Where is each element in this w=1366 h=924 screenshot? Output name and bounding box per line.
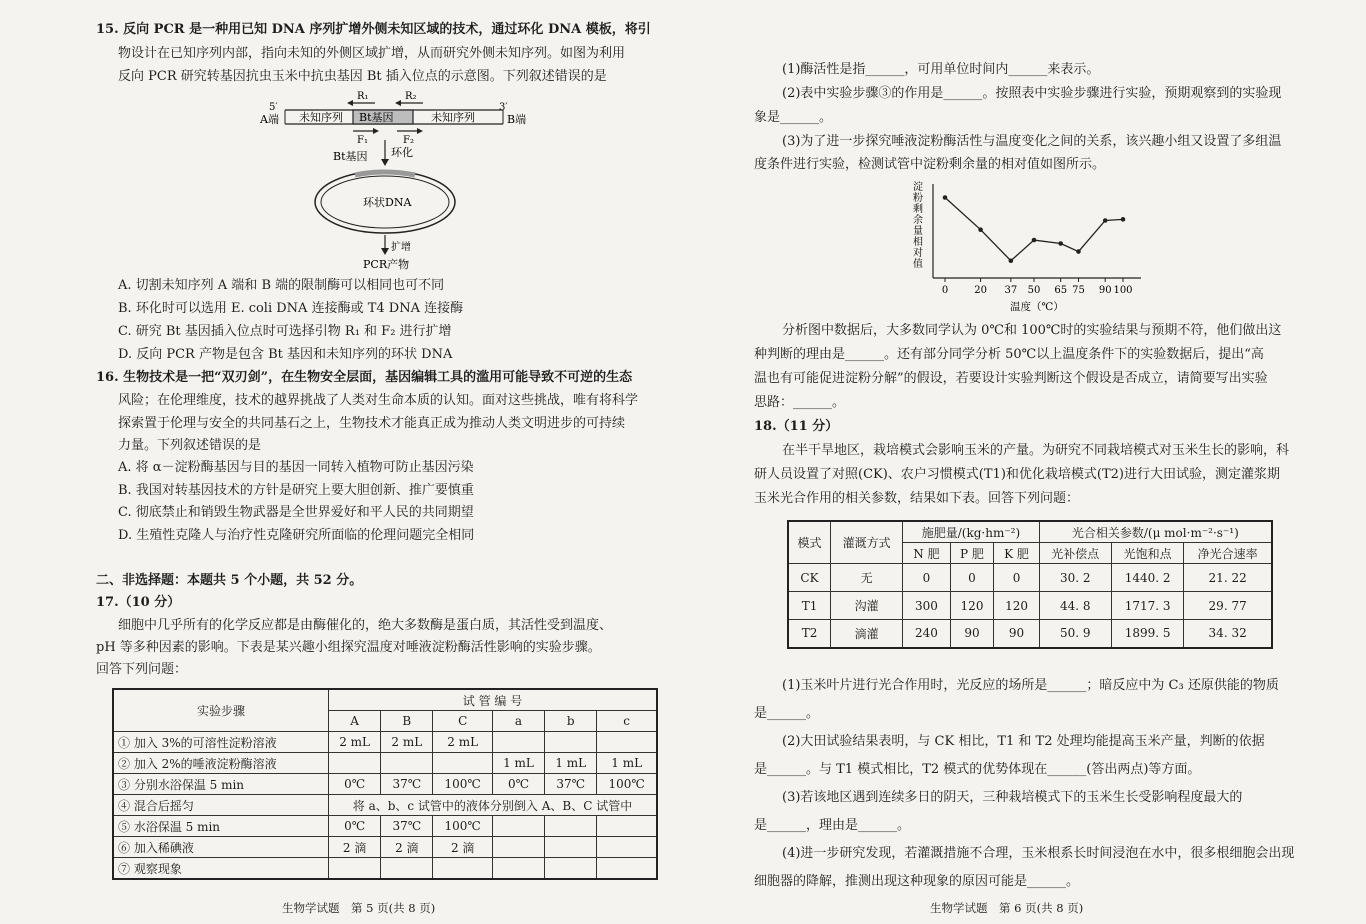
cell: 0℃ <box>329 816 381 837</box>
q18-sub-4: (4)进一步研究发现，若灌溉措施不合理，玉米根系长时间浸泡在水中，很多根细胞会出现 <box>782 846 1295 861</box>
photosynthesis-table <box>787 520 1273 649</box>
data-point <box>943 195 948 200</box>
five-prime-label: 5′ <box>269 102 278 113</box>
x-tick-label: 65 <box>1054 285 1068 296</box>
q16-option-b: B. 我国对转基因技术的方针是研究上要大胆创新、推广要慎重 <box>118 483 474 498</box>
q17-sub-2: (2)表中实验步骤③的作用是______。按照表中实验步骤进行实验，预期观察到的实验现 <box>782 86 1282 101</box>
data-point <box>978 227 983 232</box>
q17-after-2: 种判断的理由是______。还有部分同学分析 50℃以上温度条件下的实验数据后，提出“高 <box>754 347 1264 362</box>
table-row <box>113 732 657 753</box>
cell: 30. 2 <box>1039 564 1111 592</box>
cell <box>597 837 657 858</box>
q16-option-a: A. 将 α－淀粉酶基因与目的基因一同转入植物可防止基因污染 <box>118 460 474 475</box>
cell: 2 滴 <box>433 837 492 858</box>
cell: 100℃ <box>433 774 492 795</box>
k-header: K 肥 <box>994 543 1039 564</box>
cell: 1440. 2 <box>1111 564 1183 592</box>
x-tick-label: 50 <box>1027 285 1041 296</box>
cell: 29. 77 <box>1184 592 1272 620</box>
cell <box>545 858 597 880</box>
step-cell: ④ 混合后摇匀 <box>113 795 329 816</box>
step-cell: ③ 分别水浴保温 5 min <box>113 774 329 795</box>
q18-sub-2b: 是______。与 T1 模式相比，T2 模式的优势体现在______(答出两点)等方面。 <box>754 762 1201 777</box>
table-row <box>788 564 1272 592</box>
circularize-label: 环化 <box>391 146 413 159</box>
y-axis-label: 淀粉剩余量相对值 <box>913 182 923 270</box>
cell: 21. 22 <box>1184 564 1272 592</box>
starch-remaining-chart <box>905 178 1155 316</box>
x-tick-label: 37 <box>1004 285 1018 296</box>
cell <box>545 837 597 858</box>
q18-sub-1b: 是______。 <box>754 706 820 721</box>
cell: 2 mL <box>329 732 381 753</box>
cell <box>433 858 492 880</box>
left-page-footer: 生物学试题 第 5 页(共 8 页) <box>282 901 436 915</box>
mode-header: 模式 <box>788 521 831 564</box>
cell <box>381 753 433 774</box>
cell: 1899. 5 <box>1111 620 1183 648</box>
unknown-seq-left: 未知序列 <box>299 111 343 124</box>
fertilizer-header: 施肥量/(kg·hm⁻²) <box>903 521 1039 543</box>
tube-a-lower: a <box>492 711 544 732</box>
q18-sub-3: (3)若该地区遇到连续多日的阴天，三种栽培模式下的玉米生长受影响程度最大的 <box>782 790 1243 805</box>
cell: 37℃ <box>381 774 433 795</box>
q17-line-1: 细胞中几乎所有的化学反应都是由酶催化的，绝大多数酶是蛋白质，其活性受到温度、 <box>118 618 613 633</box>
table-row <box>788 620 1272 648</box>
table-row <box>788 592 1272 620</box>
experiment-steps-table <box>112 688 658 880</box>
right-page <box>700 0 1366 924</box>
q15-option-d: D. 反向 PCR 产物是包含 Bt 基因和未知序列的环状 DNA <box>118 347 453 362</box>
q17-sub-2b: 象是______。 <box>754 110 833 125</box>
q16-option-d: D. 生殖性克隆人与治疗性克隆研究所面临的伦理问题完全相同 <box>118 528 475 543</box>
q16-line-1: 16. 生物技术是一把“双刃剑”，在生物安全层面，基因编辑工具的滥用可能导致不可逆的生态 <box>96 370 633 385</box>
q17-after-3: 温也有可能促进淀粉分解”的假设，若要设计实验判断这个假设是否成立，请简要写出实验 <box>754 371 1268 386</box>
cell: 2 mL <box>433 732 492 753</box>
cell <box>597 732 657 753</box>
q17-after-4: 思路：______。 <box>754 395 846 410</box>
cell: 44. 8 <box>1039 592 1111 620</box>
q17-sub-1: (1)酶活性是指______，可用单位时间内______来表示。 <box>782 62 1100 77</box>
cell: 100℃ <box>597 774 657 795</box>
cell: 1 mL <box>545 753 597 774</box>
cell <box>492 732 544 753</box>
cell: T1 <box>788 592 831 620</box>
table-row <box>113 816 657 837</box>
net-rate-header: 净光合速率 <box>1184 543 1272 564</box>
q15-line-1: 15. 反向 PCR 是一种用已知 DNA 序列扩增外侧未知区域的技术，通过环化 DNA 模板，将引 <box>96 22 651 37</box>
q18-sub-3b: 是______，理由是______。 <box>754 818 911 833</box>
q15-option-c: C. 研究 Bt 基因插入位点时可选择引物 R₁ 和 F₂ 进行扩增 <box>118 324 452 339</box>
q18-sub-4b: 细胞器的降解，推测出现这种现象的原因可能是______。 <box>754 874 1080 889</box>
q17-line-3: 回答下列问题： <box>96 662 188 677</box>
x-tick-label: 75 <box>1072 285 1085 296</box>
data-point <box>1103 218 1108 223</box>
step-cell: ⑥ 加入稀碘液 <box>113 837 329 858</box>
cell: 2 mL <box>381 732 433 753</box>
cell: 50. 9 <box>1039 620 1111 648</box>
cell <box>597 858 657 880</box>
b-end-label: B端 <box>507 113 527 126</box>
right-page-footer: 生物学试题 第 6 页(共 8 页) <box>930 901 1084 915</box>
cell: 1 mL <box>597 753 657 774</box>
step-cell: ⑦ 观察现象 <box>113 858 329 880</box>
cell: 2 滴 <box>381 837 433 858</box>
lcp-header: 光补偿点 <box>1039 543 1111 564</box>
cell: CK <box>788 564 831 592</box>
primer-f1-label: F₁ <box>357 135 368 146</box>
table-row <box>113 837 657 858</box>
data-point <box>1121 217 1126 222</box>
q18-line-2: 研人员设置了对照(CK)、农户习惯模式(T1)和优化栽培模式(T2)进行大田试验，测定灌浆期 <box>754 467 1280 482</box>
cell: 2 滴 <box>329 837 381 858</box>
circular-dna-label: 环状DNA <box>363 196 412 209</box>
x-axis-label: 温度（℃） <box>1010 301 1064 313</box>
cell <box>433 753 492 774</box>
tube-c-upper: C <box>433 711 492 732</box>
amplify-label: 扩增 <box>391 242 411 253</box>
tube-b-upper: B <box>381 711 433 732</box>
step-cell: ① 加入 3%的可溶性淀粉溶液 <box>113 732 329 753</box>
p-header: P 肥 <box>950 543 994 564</box>
cell: T2 <box>788 620 831 648</box>
primer-r2-label: R₂ <box>405 91 417 102</box>
q17-heading: 17.（10 分） <box>96 595 181 610</box>
cell: 0 <box>903 564 950 592</box>
q16-line-2: 风险；在伦理维度，技术的越界挑战了人类对生命本质的认知。面对这些挑战，唯有将科学 <box>118 393 639 408</box>
cell: 100℃ <box>433 816 492 837</box>
cell: 37℃ <box>545 774 597 795</box>
table-row <box>113 795 657 816</box>
table-row <box>113 774 657 795</box>
q18-sub-2: (2)大田试验结果表明，与 CK 相比，T1 和 T2 处理均能提高玉米产量，判断的依据 <box>782 734 1265 749</box>
table-row <box>113 753 657 774</box>
q16-line-3: 探索置于伦理与安全的共同基石之上，生物技术才能真正成为推动人类文明进步的可持续 <box>118 416 626 431</box>
cell <box>545 816 597 837</box>
cell: 滴灌 <box>831 620 903 648</box>
q15-line-3: 反向 PCR 研究转基因抗虫玉米中抗虫基因 Bt 插入位点的示意图。下列叙述错误的是 <box>118 69 607 84</box>
cell: 0℃ <box>492 774 544 795</box>
series-line <box>945 198 1123 261</box>
circle-bt-label: Bt基因 <box>333 150 368 163</box>
data-point <box>1009 258 1014 263</box>
cell: 无 <box>831 564 903 592</box>
cell: 0 <box>994 564 1039 592</box>
q18-line-1: 在半干旱地区，栽培模式会影响玉米的产量。为研究不同栽培模式对玉米生长的影响，科 <box>782 443 1290 458</box>
cell: 90 <box>950 620 994 648</box>
irrigation-header: 灌溉方式 <box>831 521 903 564</box>
cell <box>492 837 544 858</box>
primer-f2-label: F₂ <box>403 135 414 146</box>
cell: 120 <box>994 592 1039 620</box>
cell <box>492 858 544 880</box>
primer-r1-label: R₁ <box>357 91 369 102</box>
q18-line-3: 玉米光合作用的相关参数，结果如下表。回答下列问题： <box>754 491 1080 506</box>
step-cell: ⑤ 水浴保温 5 min <box>113 816 329 837</box>
cell: 120 <box>950 592 994 620</box>
q18-heading: 18.（11 分） <box>754 419 839 434</box>
cell: 沟灌 <box>831 592 903 620</box>
q16-option-c: C. 彻底禁止和销毁生物武器是全世界爱好和平人民的共同期望 <box>118 505 474 520</box>
cell <box>329 753 381 774</box>
cell: 34. 32 <box>1184 620 1272 648</box>
unknown-seq-right: 未知序列 <box>431 111 475 124</box>
x-tick-label: 90 <box>1098 285 1112 296</box>
data-point <box>1032 238 1037 243</box>
q17-line-2: pH 等多种因素的影响。下表是某兴趣小组探究温度对唾液淀粉酶活性影响的实验步骤。 <box>96 640 601 655</box>
x-tick-label: 20 <box>974 285 987 296</box>
tube-a-upper: A <box>329 711 381 732</box>
q16-line-4: 力量。下列叙述错误的是 <box>118 438 262 453</box>
q15-option-b: B. 环化时可以选用 E. coli DNA 连接酶或 T4 DNA 连接酶 <box>118 301 464 316</box>
section-2-heading: 二、非选择题：本题共 5 个小题，共 52 分。 <box>96 573 363 588</box>
x-tick-label: 100 <box>1113 285 1133 296</box>
cell <box>597 816 657 837</box>
pcr-product-label: PCR产物 <box>363 258 410 271</box>
tube-b-lower: b <box>545 711 597 732</box>
bt-gene-label: Bt基因 <box>359 111 394 124</box>
q17-after-1: 分析图中数据后，大多数同学认为 0℃和 100℃时的实验结果与预期不符，他们做出这 <box>782 323 1282 338</box>
q15-option-a: A. 切割未知序列 A 端和 B 端的限制酶可以相同也可不同 <box>118 278 445 293</box>
tube-header: 试 管 编 号 <box>329 689 658 711</box>
lsp-header: 光饱和点 <box>1111 543 1183 564</box>
q15-line-2: 物设计在已知序列内部，指向未知的外侧区域扩增，从而研究外侧未知序列。如图为利用 <box>118 46 626 61</box>
step-cell: ② 加入 2%的唾液淀粉酶溶液 <box>113 753 329 774</box>
q17-sub-3: (3)为了进一步探究唾液淀粉酶活性与温度变化之间的关系，该兴趣小组又设置了多组温 <box>782 134 1282 149</box>
cell: 0 <box>950 564 994 592</box>
reverse-pcr-diagram <box>255 88 545 273</box>
data-point <box>1076 249 1081 254</box>
three-prime-label: 3′ <box>499 102 508 113</box>
cell: 0℃ <box>329 774 381 795</box>
table-row <box>113 858 657 880</box>
data-point <box>1058 241 1063 246</box>
n-header: N 肥 <box>903 543 950 564</box>
cell <box>381 858 433 880</box>
cell: 37℃ <box>381 816 433 837</box>
step-header: 实验步骤 <box>113 689 329 732</box>
cell: 1 mL <box>492 753 544 774</box>
cell: 90 <box>994 620 1039 648</box>
q18-sub-1: (1)玉米叶片进行光合作用时，光反应的场所是______；暗反应中为 C₃ 还原供能的物质 <box>782 678 1279 693</box>
cell: 300 <box>903 592 950 620</box>
cell <box>545 732 597 753</box>
cell: 240 <box>903 620 950 648</box>
tube-c-lower: c <box>597 711 657 732</box>
cell <box>329 858 381 880</box>
x-tick-label: 0 <box>941 285 949 296</box>
merged-cell: 将 a、b、c 试管中的液体分别倒入 A、B、C 试管中 <box>329 795 658 816</box>
cell <box>492 816 544 837</box>
cell: 1717. 3 <box>1111 592 1183 620</box>
photosynthesis-header: 光合相关参数/(μ mol·m⁻²·s⁻¹) <box>1039 521 1272 543</box>
q17-sub-3b: 度条件进行实验，检测试管中淀粉剩余量的相对值如图所示。 <box>754 157 1106 172</box>
a-end-label: A端 <box>260 113 279 126</box>
